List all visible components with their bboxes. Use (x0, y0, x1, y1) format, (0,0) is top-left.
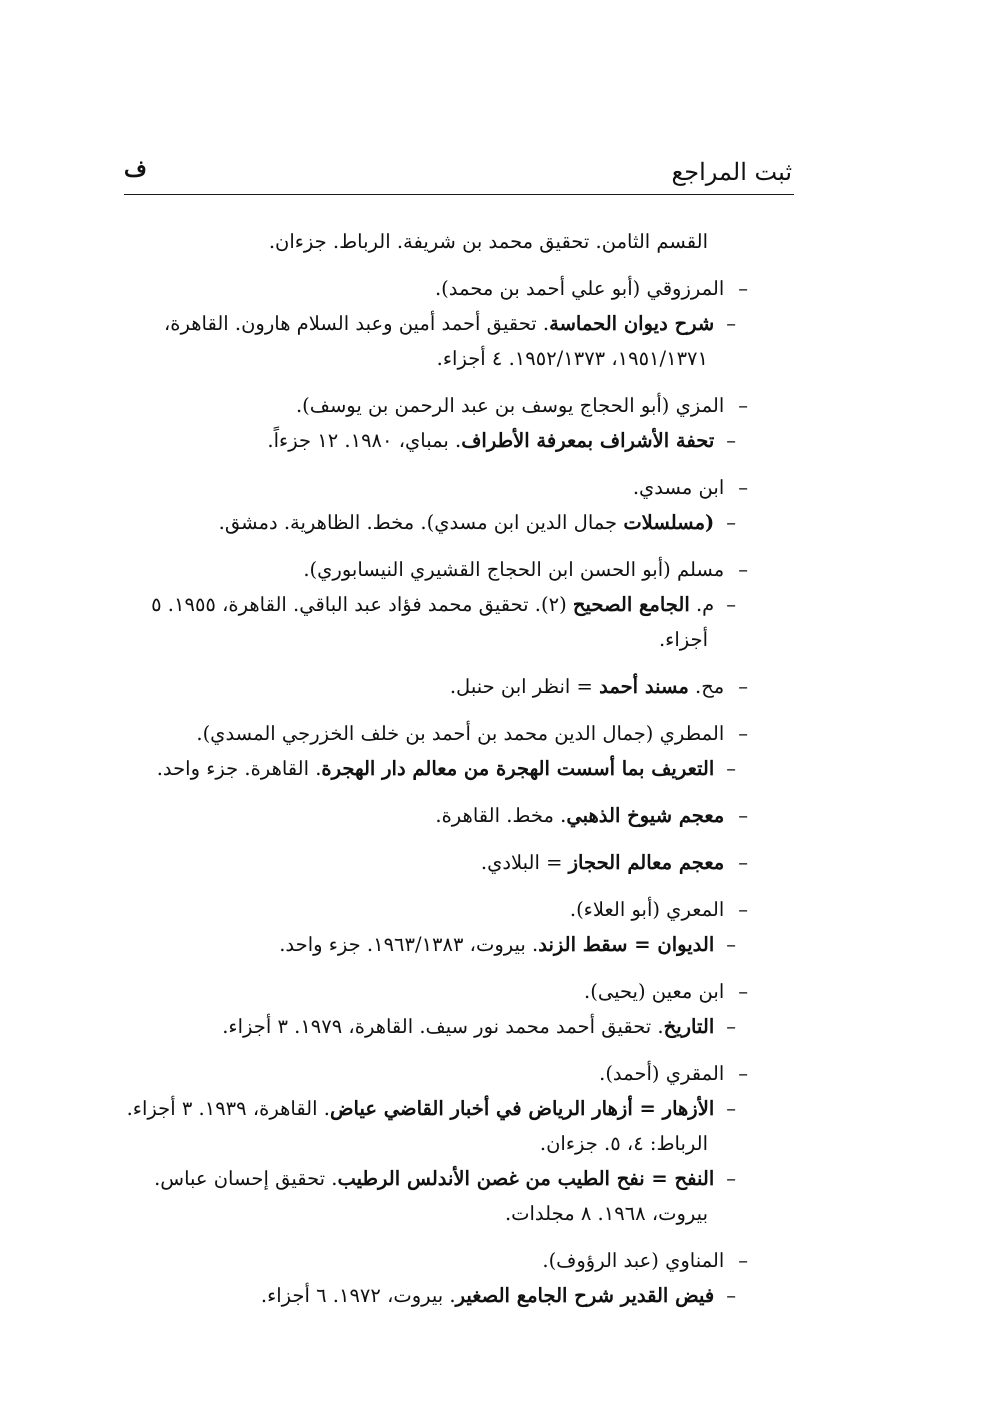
entry-text: . القاهرة، ١٩٣٩. ٣ أجزاء. (126, 1097, 330, 1120)
entry-spacer (116, 458, 748, 470)
bibliography-author-line (116, 845, 748, 880)
bibliography-list (116, 224, 748, 1313)
entry-text: . تحقيق أحمد محمد نور سيف. القاهرة، ١٩٧٩. ٣ أجزاء. (222, 1015, 664, 1038)
entry-text: المقري (أحمد). (599, 1062, 725, 1085)
entry-dash: – (726, 593, 736, 616)
entry-text: . بيروت، ١٩٦٣/١٣٨٣. جزء واحد. (279, 933, 539, 956)
entry-dash: – (738, 476, 748, 499)
entry-dash: – (726, 1167, 736, 1190)
work-title: النفح = نفح الطيب من غصن الأندلس الرطيب (337, 1167, 715, 1190)
entry-spacer (116, 962, 748, 974)
bibliography-author-line (116, 669, 748, 704)
entry-dash: – (738, 851, 748, 874)
entry-spacer (116, 880, 748, 892)
bibliography-continuation-line (116, 341, 708, 376)
entry-text: الرباط: ٤، ٥. جزءان. (539, 1132, 708, 1155)
entry-spacer (116, 786, 748, 798)
entry-dash: – (726, 757, 736, 780)
bibliography-continuation-line (116, 1126, 708, 1161)
entry-text: جمال الدين ابن مسدي). مخط. الظاهرية. دمشق. (218, 511, 624, 534)
bibliography-work-line (116, 1009, 736, 1044)
work-title: الديوان = سقط الزند (538, 933, 715, 956)
entry-dash: – (738, 1249, 748, 1272)
entry-text: . القاهرة. جزء واحد. (156, 757, 322, 780)
entry-dash: – (726, 933, 736, 956)
entry-text: المرزوقي (أبو علي أحمد بن محمد). (434, 277, 725, 300)
entry-text: ١٩٥١/١٣٧١، ١٩٥٢/١٣٧٣. ٤ أجزاء. (436, 347, 708, 370)
entry-dash: – (738, 722, 748, 745)
entry-text: . تحقيق إحسان عباس. (154, 1167, 338, 1190)
bibliography-author-line (116, 892, 748, 927)
entry-text: مح. (688, 675, 725, 698)
entry-spacer (116, 1044, 748, 1056)
entry-text: = انظر ابن حنبل. (449, 675, 600, 698)
work-title: فيض القدير شرح الجامع الصغير (455, 1284, 715, 1307)
entry-dash: – (738, 277, 748, 300)
entry-spacer (116, 704, 748, 716)
bibliography-author-line (116, 974, 748, 1009)
work-title: شرح ديوان الحماسة (549, 312, 715, 335)
bibliography-author-line (116, 552, 748, 587)
bibliography-author-line (116, 271, 748, 306)
page-header (124, 154, 794, 195)
entry-dash: – (738, 898, 748, 921)
bibliography-continuation-line (116, 622, 708, 657)
bibliography-author-line (116, 798, 748, 833)
bibliography-work-line (116, 927, 736, 962)
bibliography-author-line (116, 388, 748, 423)
work-title: الأزهار = أزهار الرياض في أخبار القاضي عياض (329, 1097, 715, 1120)
entry-text: = البلادي. (480, 851, 569, 874)
work-title: مسند أحمد (599, 675, 689, 698)
bibliography-author-line (116, 716, 748, 751)
entry-text: أجزاء. (658, 628, 708, 651)
entry-text: (٢). تحقيق محمد فؤاد عبد الباقي. القاهرة، ١٩٥٥. ٥ (151, 593, 573, 616)
bibliography-work-line (116, 587, 736, 622)
work-title: الجامع الصحيح (572, 593, 690, 616)
entry-text: م. (689, 593, 715, 616)
entry-text: . مخط. القاهرة. (435, 804, 567, 827)
entry-dash: – (738, 558, 748, 581)
entry-text: ابن مسدي. (632, 476, 725, 499)
entry-dash: – (738, 675, 748, 698)
entry-dash: – (738, 980, 748, 1003)
entry-spacer (116, 833, 748, 845)
bibliography-continuation-line (116, 224, 708, 259)
entry-text: المطري (جمال الدين محمد بن أحمد بن خلف الخزرجي المسدي). (196, 722, 725, 745)
work-title: التعريف بما أسست الهجرة من معالم دار الهجرة (321, 757, 715, 780)
entry-dash: – (726, 429, 736, 452)
entry-text: المزي (أبو الحجاج يوسف بن عبد الرحمن بن يوسف). (295, 394, 725, 417)
bibliography-work-line (116, 423, 736, 458)
work-title: تحفة الأشراف بمعرفة الأطراف (461, 429, 715, 452)
bibliography-author-line (116, 1056, 748, 1091)
entry-dash: – (738, 394, 748, 417)
entry-text: المعري (أبو العلاء). (569, 898, 725, 921)
bibliography-author-line (116, 470, 748, 505)
bibliography-work-line (116, 1161, 736, 1196)
entry-text: القسم الثامن. تحقيق محمد بن شريفة. الرباط. جزءان. (268, 230, 708, 253)
entry-spacer (116, 376, 748, 388)
work-title: معجم شيوخ الذهبي (566, 804, 725, 827)
bibliography-work-line (116, 505, 736, 540)
page-number: ف (124, 156, 147, 182)
entry-dash: – (726, 1284, 736, 1307)
bibliography-author-line (116, 1243, 748, 1278)
entry-text: . بيروت، ١٩٧٢. ٦ أجزاء. (260, 1284, 456, 1307)
entry-spacer (116, 657, 748, 669)
work-title: معجم معالم الحجاز (568, 851, 725, 874)
entry-spacer (116, 259, 748, 271)
bibliography-work-line (116, 1091, 736, 1126)
entry-dash: – (726, 1015, 736, 1038)
entry-text: بيروت، ١٩٦٨. ٨ مجلدات. (504, 1202, 708, 1225)
entry-dash: – (726, 511, 736, 534)
entry-dash: – (738, 804, 748, 827)
bibliography-continuation-line (116, 1196, 708, 1231)
entry-dash: – (738, 1062, 748, 1085)
entry-text: . بمباي، ١٩٨٠. ١٢ جزءاً. (267, 429, 462, 452)
entry-dash: – (726, 1097, 736, 1120)
entry-spacer (116, 1231, 748, 1243)
running-title: ثبت المراجع (671, 158, 792, 186)
entry-text: . تحقيق أحمد أمين وعبد السلام هارون. القاهرة، (163, 312, 550, 335)
work-title: التاريخ (663, 1015, 715, 1038)
work-title: (مسلسلات (623, 511, 715, 534)
entry-text: المناوي (عبد الرؤوف). (542, 1249, 725, 1272)
bibliography-work-line (116, 751, 736, 786)
entry-spacer (116, 540, 748, 552)
entry-dash: – (726, 312, 736, 335)
entry-text: مسلم (أبو الحسن ابن الحجاج القشيري النيسابوري). (303, 558, 725, 581)
entry-text: ابن معين (يحيى). (584, 980, 725, 1003)
bibliography-work-line (116, 306, 736, 341)
bibliography-work-line (116, 1278, 736, 1313)
